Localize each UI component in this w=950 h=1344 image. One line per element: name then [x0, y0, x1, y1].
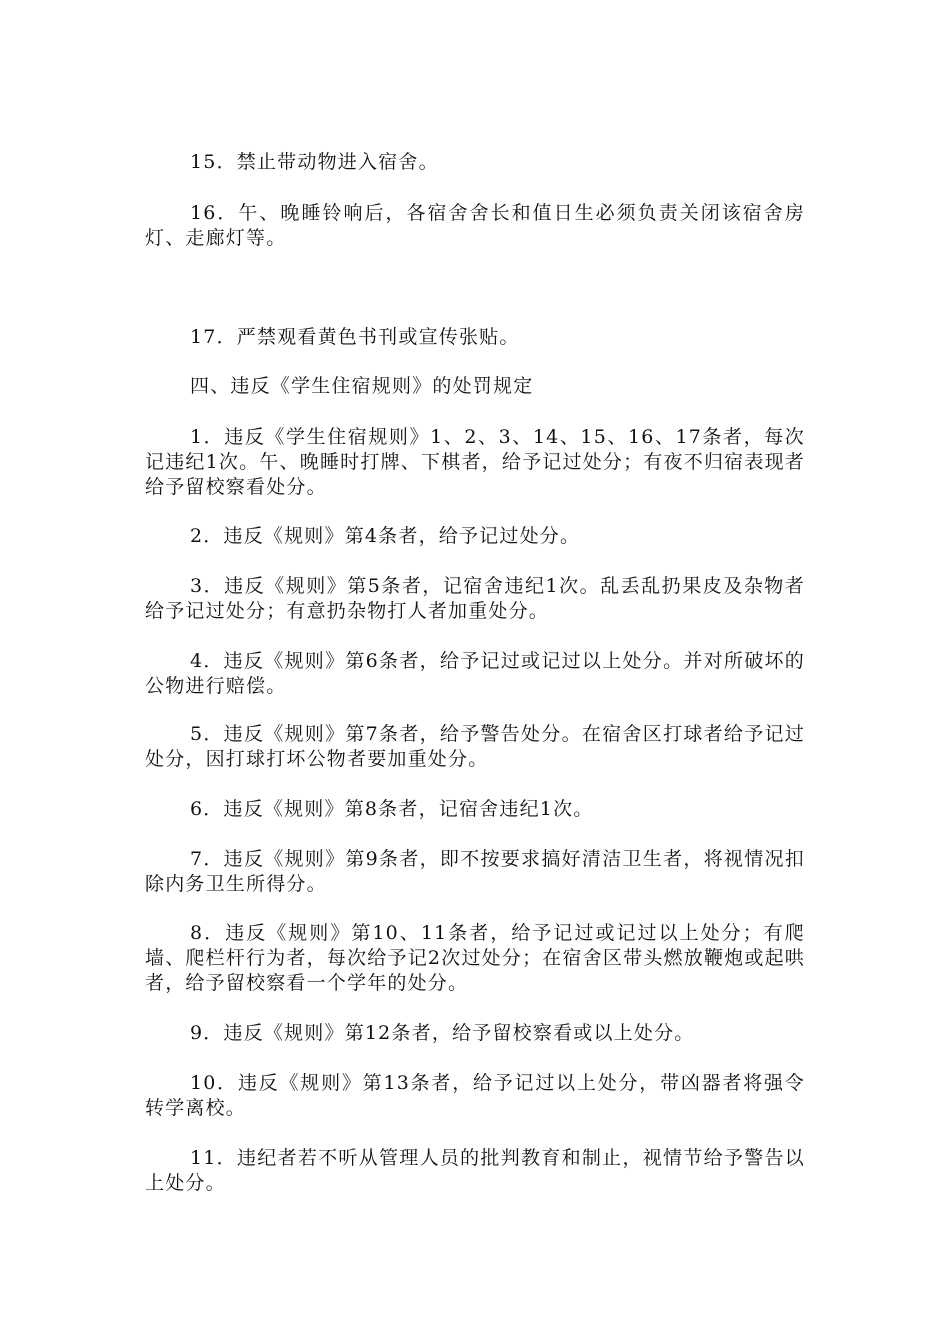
section-heading-penalties: 四、违反《学生住宿规则》的处罚规定: [190, 375, 534, 397]
penalty-11: 11．违纪者若不听从管理人员的批判教育和制止，视情节给予警告以上处分。: [145, 1147, 805, 1194]
penalty-3: 3．违反《规则》第5条者，记宿舍违纪1次。乱丢乱扔果皮及杂物者给予记过处分；有意扔杂物打人者加重处分。: [145, 575, 805, 622]
rule-15: 15．禁止带动物进入宿舍。: [190, 151, 439, 173]
penalty-10: 10．违反《规则》第13条者，给予记过以上处分，带凶器者将强令转学离校。: [145, 1072, 805, 1119]
rule-16: 16．午、晚睡铃响后，各宿舍舍长和值日生必须负责关闭该宿舍房灯、走廊灯等。: [145, 202, 805, 249]
penalty-5: 5．违反《规则》第7条者，给予警告处分。在宿舍区打球者给予记过处分，因打球打坏公物者要加重处分。: [145, 723, 805, 770]
penalty-4: 4．违反《规则》第6条者，给予记过或记过以上处分。并对所破坏的公物进行赔偿。: [145, 650, 805, 697]
penalty-6: 6．违反《规则》第8条者，记宿舍违纪1次。: [190, 798, 594, 820]
penalty-8: 8．违反《规则》第10、11条者，给予记过或记过以上处分；有爬墙、爬栏杆行为者，每次给予记2次过处分；在宿舍区带头燃放鞭炮或起哄者，给予留校察看一个学年的处分。: [145, 922, 805, 994]
penalty-1: 1．违反《学生住宿规则》1、2、3、14、15、16、17条者，每次记违纪1次。午、晚睡时打牌、下棋者，给予记过处分；有夜不归宿表现者给予留校察看处分。: [145, 426, 805, 498]
rule-17: 17．严禁观看黄色书刊或宣传张贴。: [190, 326, 520, 348]
penalty-9: 9．违反《规则》第12条者，给予留校察看或以上处分。: [190, 1022, 695, 1044]
penalty-2: 2．违反《规则》第4条者，给予记过处分。: [190, 525, 581, 547]
penalty-7: 7．违反《规则》第9条者，即不按要求搞好清洁卫生者，将视情况扣除内务卫生所得分。: [145, 848, 805, 895]
